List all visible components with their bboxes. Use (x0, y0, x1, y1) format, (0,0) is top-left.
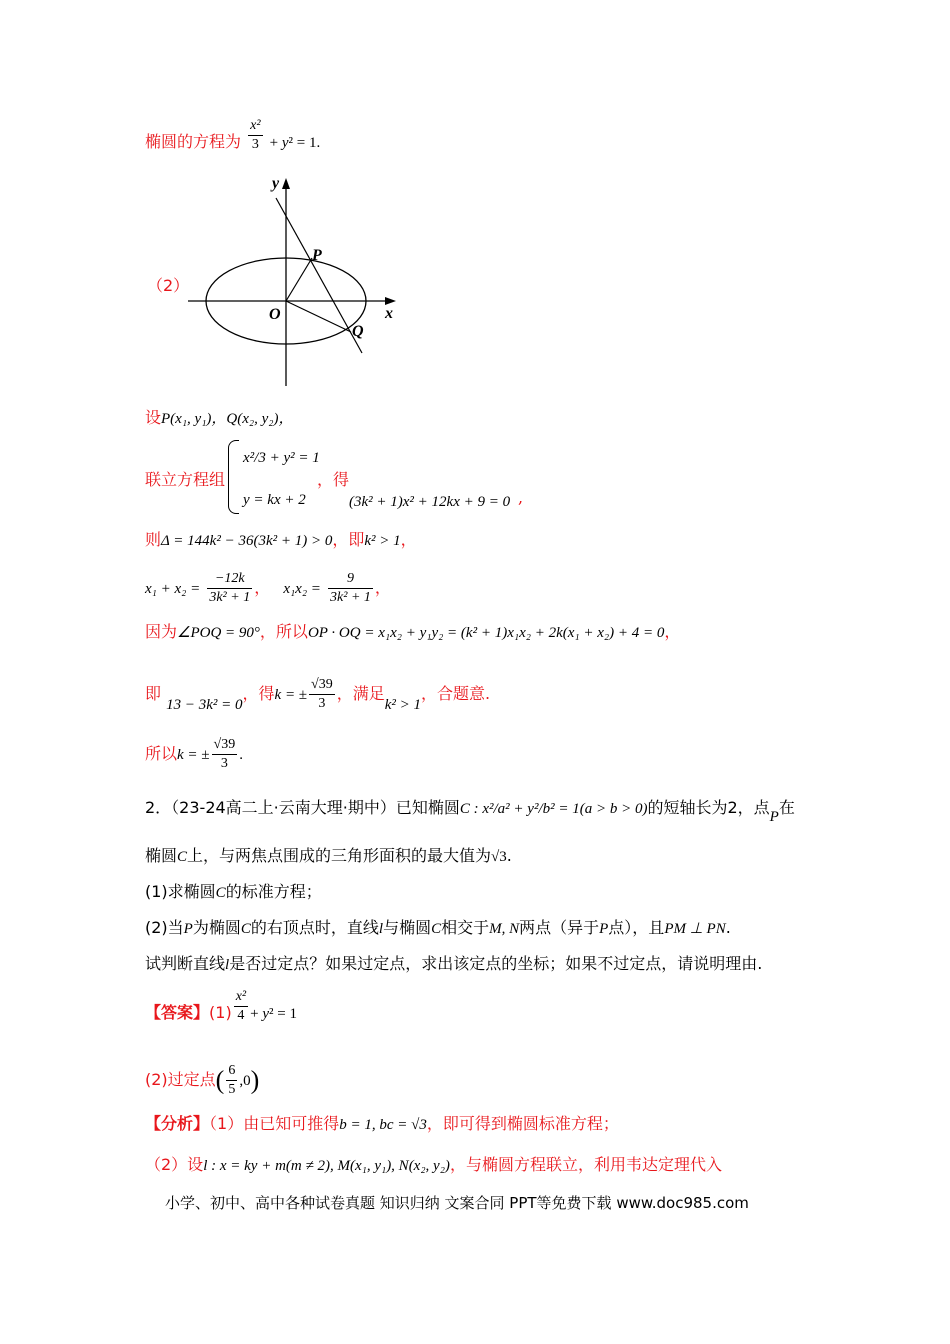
text: ，满足 (336, 684, 385, 703)
math: M, N (489, 921, 520, 937)
de-text: ，得 (317, 470, 350, 489)
frac-product: $\frac{9}{\text{3k² + 1}}$ (330, 571, 371, 605)
line-l (276, 198, 362, 353)
text: (1) (209, 1003, 232, 1022)
system-eq-2: y = kx + 2 (243, 492, 306, 508)
text: ，合题意. (421, 684, 491, 703)
text: 则 (145, 530, 162, 549)
solve-k-line (145, 676, 490, 713)
math: C (177, 849, 188, 865)
text: ，所以 (259, 622, 308, 641)
math: P (599, 921, 609, 937)
text: ，得 (242, 684, 275, 703)
math: PM ⊥ PN (664, 921, 726, 937)
text: 的标准方程； (225, 882, 322, 901)
text: (2)过定点 (145, 1070, 216, 1089)
math: P (769, 809, 779, 825)
discriminant-line: 则Δ = 144k² − 36(3k² + 1) > 0，即k² > 1， (145, 530, 417, 549)
answer-line-2: (2)过定点( $\frac{6}{5}$ ,0) (145, 1063, 260, 1097)
math: l (378, 921, 384, 937)
math: 13 − 3k² = 0 (166, 697, 243, 713)
math: C (240, 921, 251, 937)
text: 椭圆 (145, 846, 178, 865)
text: 2．（23-24高二上·云南大理·期中）已知椭圆 (145, 798, 460, 817)
vieta-line: x₁ + x₂ = $\frac{-12k}{\text{3k² + 1}}$ ， x₁x₂ = $\frac{9}{\text{3k² + 1}}$ ， (145, 571, 391, 605)
text: 设 (145, 408, 162, 427)
text: 的短轴长为2，点 (647, 798, 770, 817)
text: 试判断直线 (145, 954, 226, 973)
math: b = 1, bc = √3 (339, 1117, 427, 1133)
math: Δ = 144k² − 36(3k² + 1) > 0 (161, 533, 333, 549)
segment-op (286, 258, 312, 301)
math: k = ± (177, 747, 210, 763)
text: 为椭圆 (192, 918, 241, 937)
q2-part-2: (2)当P为椭圆C的右顶点时，直线l与椭圆C相交于M, N两点（异于P点），且PM ⊥ PN. (145, 918, 731, 937)
system-label: 联立方程组 (145, 470, 226, 489)
text: 两点（异于 (519, 918, 600, 937)
label-p: P (312, 247, 322, 264)
answer-line: 【答案】(1) $\frac{\text{x²}}{4}$ + y² = 1 (145, 989, 297, 1023)
math: ∠POQ = 90° (177, 625, 260, 641)
x-arrow (385, 297, 396, 305)
frac-sum: $\frac{-12k}{\text{3k² + 1}}$ (209, 571, 251, 605)
label-y: y (272, 175, 280, 192)
frac-k-final: $\frac{√39}{3}$ (213, 737, 236, 771)
math: k² > 1 (364, 533, 401, 549)
ellipse-equation-line (145, 118, 321, 154)
text: 相交于 (441, 918, 490, 937)
text: 即 (145, 684, 162, 703)
q2-line-1 (145, 798, 795, 825)
set-points-line (145, 408, 293, 429)
label-o: O (269, 306, 281, 323)
math: P(x₁, y₁)，Q(x₂, y₂)， (161, 411, 294, 427)
math: l (225, 957, 230, 973)
text: 在 (778, 798, 795, 817)
perpendicular-line: 因为∠POQ = 90°，所以OP · OQ = x₁x₂ + y₁y₂ = (k² + 1)x₁x₂ + 2k(x₁ + x₂) + 4 = 0， (145, 622, 681, 641)
frac-k: $\frac{√39}{3}$ (311, 677, 333, 711)
text: 的右顶点时，直线 (250, 918, 379, 937)
math: k² > 1 (384, 697, 422, 713)
text: 因为 (145, 622, 178, 641)
analysis-line-2 (145, 1155, 722, 1176)
analysis-label: 【分析】 (145, 1114, 210, 1133)
text: ，即可得到椭圆标准方程； (426, 1114, 619, 1133)
part-2-label: （2） (147, 276, 190, 295)
text: 是否过定点？如果过定点，求出该定点的坐标；如果不过定点，请说明理由. (229, 954, 763, 973)
math: P (183, 921, 193, 937)
system-result: (3k² + 1)x² + 12kx + 9 = 0 (349, 494, 511, 510)
frac-answer: $\frac{\text{x²}}{4}$ (235, 989, 247, 1023)
frac-x2-3: $\frac{\text{x²}}{3}$ (250, 118, 261, 152)
text: （2）设 (145, 1155, 204, 1174)
q2-part-1 (145, 882, 322, 903)
math: C : x²/a² + y²/b² = 1(a > b > 0) (459, 801, 648, 817)
math: OP · OQ = x₁x₂ + y₁y₂ = (k² + 1)x₁x₂ + 2k(x₁ + x₂) + 4 = 0 (307, 625, 665, 641)
frac-point: $\frac{6}{5}$ (228, 1063, 236, 1097)
label-x: x (385, 305, 393, 322)
conclusion-line: 所以k = ± $\frac{√39}{3}$ . (145, 737, 243, 771)
math: + y² = 1. (269, 135, 321, 151)
brace (228, 440, 239, 514)
text: ，即 (332, 530, 365, 549)
text: （1）由已知可推得 (209, 1114, 340, 1133)
footer-watermark: 小学、初中、高中各种试卷真题 知识归纳 文案合同 PPT等免费下载 www.doc985.com (165, 1194, 749, 1212)
analysis-line-1 (145, 1114, 619, 1135)
text: 与椭圆 (383, 918, 432, 937)
math: k = ± (274, 687, 308, 703)
text: 所以 (145, 744, 178, 763)
math: C (431, 921, 442, 937)
math: C (215, 885, 226, 901)
product: x₁x₂ = (283, 581, 321, 597)
y-arrow (282, 178, 290, 189)
text: 点），且 (608, 918, 665, 937)
math: √3 (491, 849, 507, 865)
sum: x₁ + x₂ = (145, 581, 201, 597)
text: (2)当 (145, 918, 184, 937)
q2-line-2: 椭圆C上，与两焦点围成的三角形面积的最大值为√3. (145, 846, 512, 865)
text: ，与椭圆方程联立，利用韦达定理代入 (449, 1155, 722, 1174)
label-q: Q (352, 323, 364, 340)
math: l : x = ky + m(m ≠ 2), M(x₁, y₁), N(x₂, y₂) (203, 1158, 450, 1174)
text: 椭圆的方程为 (145, 132, 242, 151)
text: 上，与两焦点围成的三角形面积的最大值为 (187, 846, 492, 865)
math: ,0 (239, 1073, 251, 1089)
system-eq-1: x²/3 + y² = 1 (243, 450, 320, 466)
text: (1)求椭圆 (145, 882, 216, 901)
answer-label: 【答案】 (145, 1003, 210, 1022)
ellipse-figure (180, 170, 410, 390)
q2-part-2-cont (145, 954, 762, 975)
comma: , (518, 488, 524, 507)
